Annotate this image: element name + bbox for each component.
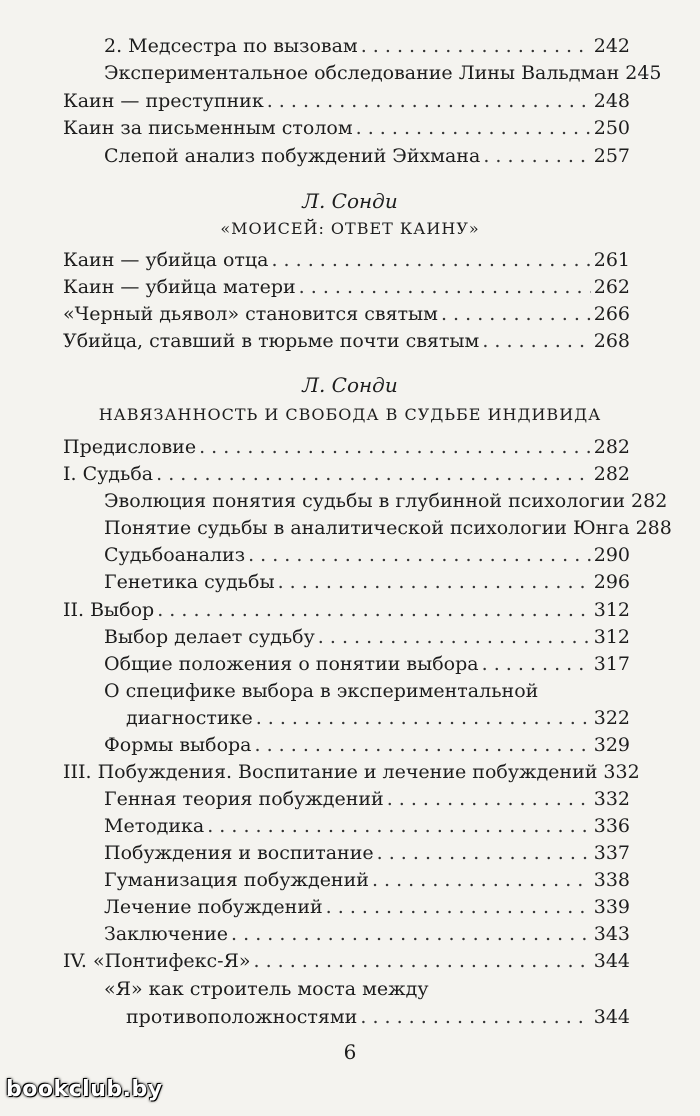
toc-entry [104, 813, 630, 839]
section-title: «МОИСЕЙ: ОТВЕТ КАИНУ» [220, 219, 480, 238]
toc-entry-title: Предисловие [63, 436, 197, 458]
toc-entry [63, 328, 630, 354]
toc-leader-dots [318, 624, 591, 650]
toc-entry-title: Каин — преступник [63, 90, 264, 112]
toc-entry-page: 343 [593, 923, 630, 945]
toc-entry-page: 242 [593, 35, 630, 57]
toc-entry-page: 312 [593, 626, 630, 648]
toc-entry-title: Генетика судьбы [104, 571, 275, 593]
toc-entry-page: 245 [625, 62, 662, 84]
toc-entry [63, 88, 630, 114]
toc-entry-title: Каин — убийца отца [63, 249, 269, 271]
toc-entry-page: 268 [593, 330, 630, 352]
toc-entry-title: Экспериментальное обследование Лины Вальдман [104, 62, 620, 84]
toc-leader-dots [267, 88, 591, 114]
toc-entry-page: 282 [631, 490, 668, 512]
toc-entry [104, 867, 630, 893]
toc-leader-dots [377, 840, 591, 866]
toc-entry-title: Заключение [104, 923, 229, 945]
toc-entry [104, 33, 630, 59]
toc-entry-title: Убийца, ставший в тюрьме почти святым [63, 330, 480, 352]
toc-entry-page: 312 [593, 599, 630, 621]
toc-entry-page: 344 [593, 1006, 630, 1028]
toc-entry-title: Слепой анализ побуждений Эйхмана [104, 145, 481, 167]
toc-entry [104, 651, 630, 677]
toc-leader-dots [360, 1004, 590, 1030]
toc-entry-title: Каин — убийца матери [63, 276, 296, 298]
toc-entry [104, 60, 662, 86]
toc-leader-dots [299, 274, 591, 300]
toc-leader-dots [271, 247, 590, 273]
toc-entry-title: Общие положения о понятии выбора [104, 653, 479, 675]
toc-entry [63, 301, 630, 327]
toc-entry [104, 488, 668, 514]
toc-entry-page: 262 [593, 276, 630, 298]
toc-entry-page: 248 [593, 90, 630, 112]
toc-entry-title: Методика [104, 815, 205, 837]
toc-entry-title: Понятие судьбы в аналитической психологии Юнга [104, 517, 630, 539]
toc-entry [63, 948, 630, 974]
toc-leader-dots [157, 597, 591, 623]
toc-leader-dots [326, 894, 591, 920]
toc-entry-page: 338 [593, 869, 630, 891]
toc-leader-dots [387, 786, 591, 812]
toc-entry [104, 624, 630, 650]
toc-entry [126, 1004, 630, 1030]
toc-entry-page: 332 [593, 788, 630, 810]
toc-entry-title: IV. «Понтифекс-Я» [63, 950, 251, 972]
toc-entry-page: 266 [593, 303, 630, 325]
toc-entry [104, 569, 630, 595]
toc-entry [63, 759, 640, 785]
toc-entry-title: Эволюция понятия судьбы в глубинной психологии [104, 490, 626, 512]
toc-entry-title: III. Побуждения. Воспитание и лечение побуждений [63, 761, 598, 783]
toc-entry-title-line1: «Я» как строитель моста между [104, 978, 429, 1000]
toc-leader-dots [253, 948, 590, 974]
toc-entry-page: 288 [635, 517, 672, 539]
toc-leader-dots [256, 705, 591, 731]
toc-entry-page: 317 [593, 653, 630, 675]
toc-entry-title: Побуждения и воспитание [104, 842, 374, 864]
toc-entry-title: II. Выбор [63, 599, 155, 621]
toc-entry-title: противоположностями [126, 1006, 358, 1028]
toc-leader-dots [482, 328, 590, 354]
page-number: 6 [343, 1040, 357, 1064]
toc-entry-page: 344 [593, 950, 630, 972]
toc-leader-dots [156, 461, 591, 487]
toc-entry [104, 732, 630, 758]
toc-entry-page: 332 [603, 761, 640, 783]
toc-entry-page: 250 [593, 117, 630, 139]
toc-entry [63, 247, 630, 273]
toc-entry-page: 261 [593, 249, 630, 271]
toc-entry [104, 840, 630, 866]
toc-entry [104, 894, 630, 920]
toc-entry-page: 339 [593, 896, 630, 918]
toc-leader-dots [231, 921, 591, 947]
toc-entry [104, 921, 630, 947]
toc-entry [63, 115, 630, 141]
toc-entry-page: 257 [593, 145, 630, 167]
toc-leader-dots [356, 115, 591, 141]
section-title: НАВЯЗАННОСТЬ И СВОБОДА В СУДЬБЕ ИНДИВИДА [98, 405, 602, 424]
toc-entry-page: 296 [593, 571, 630, 593]
toc-leader-dots [199, 434, 591, 460]
toc-entry-title: 2. Медсестра по вызовам [104, 35, 358, 57]
toc-leader-dots [361, 33, 591, 59]
toc-entry [63, 434, 630, 460]
toc-entry-title: Судьбоанализ [104, 544, 246, 566]
toc-entry-page: 282 [593, 436, 630, 458]
toc-leader-dots [372, 867, 591, 893]
toc-entry [126, 705, 630, 731]
toc-leader-dots [483, 143, 590, 169]
toc-entry-title: Лечение побуждений [104, 896, 323, 918]
toc-entry-page: 282 [593, 463, 630, 485]
toc-entry [63, 597, 630, 623]
toc-entry [63, 274, 630, 300]
toc-entry-page: 337 [593, 842, 630, 864]
toc-entry-title: Формы выбора [104, 734, 252, 756]
toc-leader-dots [248, 542, 591, 568]
toc-entry-title: Гуманизация побуждений [104, 869, 369, 891]
section-author: Л. Сонди [302, 189, 398, 213]
toc-entry-page: 329 [593, 734, 630, 756]
toc-leader-dots [278, 569, 591, 595]
toc-entry-title: «Черный дьявол» становится святым [63, 303, 438, 325]
section-author: Л. Сонди [302, 373, 398, 397]
watermark-logo: bookclub.by [6, 1077, 163, 1102]
toc-entry [104, 515, 672, 541]
toc-entry-title: I. Судьба [63, 463, 154, 485]
toc-entry-page: 336 [593, 815, 630, 837]
toc-entry [104, 786, 630, 812]
toc-entry-page: 290 [593, 544, 630, 566]
toc-entry [63, 461, 630, 487]
toc-entry-page: 322 [593, 707, 630, 729]
toc-leader-dots [441, 301, 591, 327]
toc-leader-dots [255, 732, 591, 758]
toc-leader-dots [482, 651, 591, 677]
toc-leader-dots [207, 813, 591, 839]
toc-entry [104, 542, 630, 568]
toc-entry-title: Выбор делает судьбу [104, 626, 315, 648]
toc-entry-title: Генная теория побуждений [104, 788, 384, 810]
toc-entry-title-line1: О специфике выбора в экспериментальной [104, 680, 539, 702]
toc-entry [104, 143, 630, 169]
toc-entry-title: диагностике [126, 707, 253, 729]
toc-entry-title: Каин за письменным столом [63, 117, 353, 139]
